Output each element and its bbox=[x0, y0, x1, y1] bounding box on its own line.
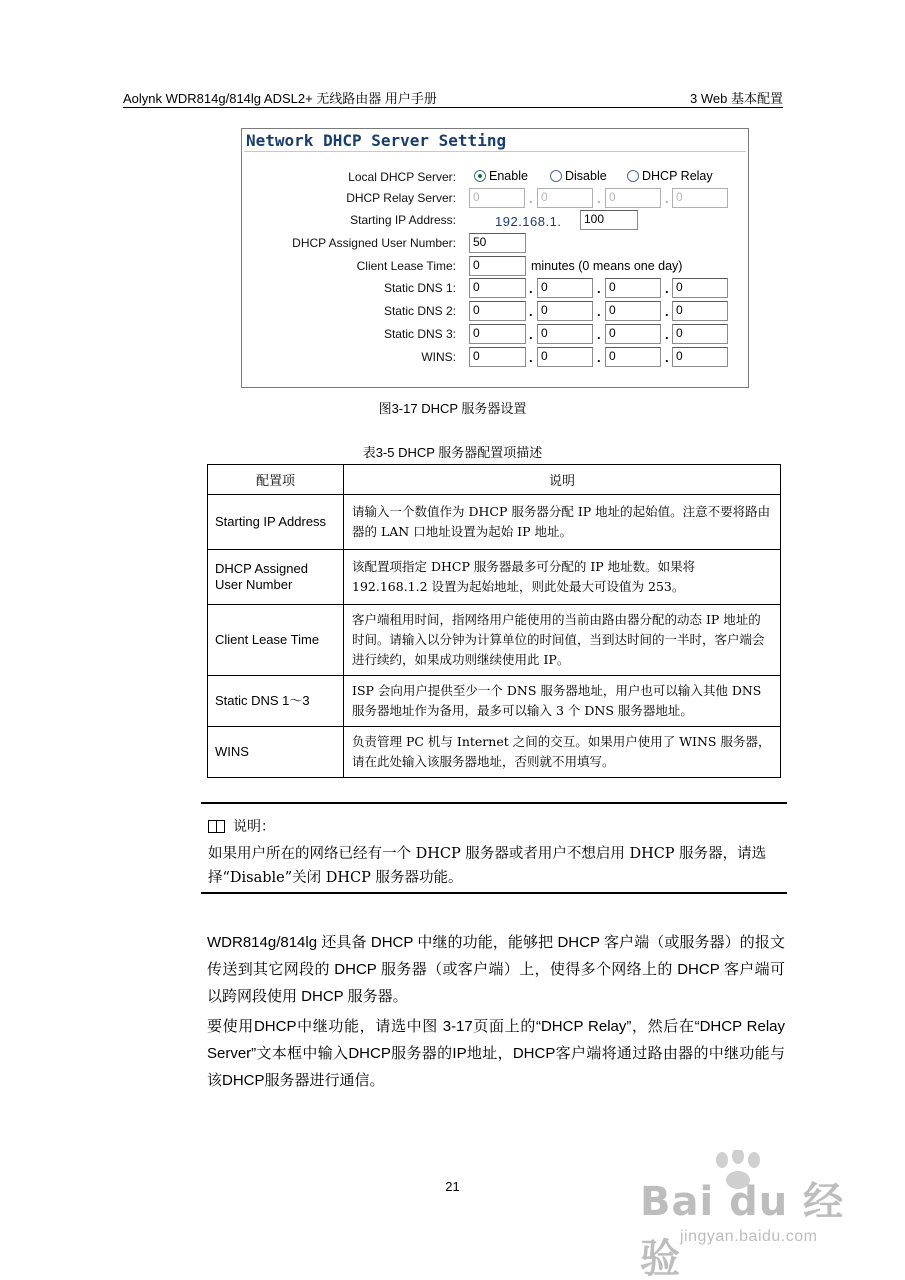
radio-icon bbox=[550, 170, 562, 182]
assigned-number-label: DHCP Assigned User Number: bbox=[292, 236, 456, 250]
header-title: Aolynk WDR814g/814lg ADSL2+ 无线路由器 用户手册 bbox=[123, 91, 437, 106]
dns3-octet-3[interactable]: 0 bbox=[605, 324, 661, 344]
start-ip-label: Starting IP Address: bbox=[350, 213, 456, 227]
config-description-table bbox=[207, 464, 781, 778]
lease-time-input[interactable]: 0 bbox=[469, 256, 526, 276]
table-row bbox=[208, 550, 781, 605]
table-cell-item: Static DNS 1～3 bbox=[208, 676, 344, 727]
radio-icon bbox=[627, 170, 639, 182]
dns1-octet-3[interactable]: 0 bbox=[605, 278, 661, 298]
dns1-octet-2[interactable]: 0 bbox=[537, 278, 593, 298]
table-cell-item: WINS bbox=[208, 727, 344, 778]
start-ip-prefix: 192.168.1. bbox=[495, 214, 562, 229]
local-dhcp-row bbox=[242, 167, 748, 187]
relay-server-label: DHCP Relay Server: bbox=[346, 191, 456, 205]
table-header-desc: 说明 bbox=[344, 465, 781, 495]
table-caption: 表3-5 DHCP 服务器配置项描述 bbox=[362, 445, 543, 460]
table-cell-item: Client Lease Time bbox=[208, 605, 344, 676]
assigned-number-input[interactable]: 50 bbox=[469, 233, 526, 253]
figure-caption: 图3-17 DHCP 服务器设置 bbox=[378, 401, 527, 416]
enable-radio[interactable]: Enable bbox=[474, 169, 528, 183]
lease-time-hint: minutes (0 means one day) bbox=[531, 259, 683, 273]
table-cell-item: DHCP Assigned User Number bbox=[208, 550, 344, 605]
note-body: 如果用户所在的网络已经有一个 DHCP 服务器或者用户不想启用 DHCP 服务器，请选择“Disable”关闭 DHCP 服务器功能。 bbox=[208, 846, 767, 886]
relay-server-row: DHCP Relay Server: 0 . 0 . 0 . 0 bbox=[242, 188, 748, 208]
table-row bbox=[208, 605, 781, 676]
table-row bbox=[208, 495, 781, 550]
dns3-octet-2[interactable]: 0 bbox=[537, 324, 593, 344]
wins-label: WINS: bbox=[421, 350, 456, 364]
dns2-row: Static DNS 2: 0 . 0 . 0 . 0 bbox=[242, 301, 748, 321]
dns2-octet-3[interactable]: 0 bbox=[605, 301, 661, 321]
relay-octet-3[interactable]: 0 bbox=[605, 188, 661, 208]
watermark-url: jingyan.baidu.com bbox=[680, 1228, 818, 1245]
wins-octet-2[interactable]: 0 bbox=[537, 347, 593, 367]
page-number: 21 bbox=[445, 1179, 460, 1194]
page-header bbox=[123, 86, 783, 108]
panel-title: Network DHCP Server Setting bbox=[244, 130, 746, 152]
dhcp-settings-panel bbox=[241, 128, 749, 388]
dns3-row: Static DNS 3: 0 . 0 . 0 . 0 bbox=[242, 324, 748, 344]
table-cell-desc: 请输入一个数值作为 DHCP 服务器分配 IP 地址的起始值。注意不要将路由器的 LAN 口地址设置为起始 IP 地址。 bbox=[344, 495, 781, 550]
book-icon bbox=[208, 820, 225, 833]
dns2-octet-1[interactable]: 0 bbox=[469, 301, 526, 321]
dns3-octet-1[interactable]: 0 bbox=[469, 324, 526, 344]
baidu-watermark bbox=[640, 1150, 875, 1280]
watermark-brand: Bai du 经验 bbox=[640, 1179, 845, 1280]
table-cell-item: Starting IP Address bbox=[208, 495, 344, 550]
lease-time-row bbox=[242, 256, 748, 276]
lease-time-label: Client Lease Time: bbox=[356, 259, 456, 273]
dns2-octet-4[interactable]: 0 bbox=[672, 301, 728, 321]
dns1-octet-1[interactable]: 0 bbox=[469, 278, 526, 298]
dns2-label: Static DNS 2: bbox=[383, 304, 456, 318]
start-ip-row bbox=[242, 210, 748, 230]
start-ip-last-octet[interactable]: 100 bbox=[580, 210, 638, 230]
dns2-octet-2[interactable]: 0 bbox=[537, 301, 593, 321]
wins-octet-4[interactable]: 0 bbox=[672, 347, 728, 367]
disable-radio[interactable]: Disable bbox=[550, 169, 607, 183]
relay-octet-2[interactable]: 0 bbox=[537, 188, 593, 208]
table-row bbox=[208, 727, 781, 778]
relay-octet-1[interactable]: 0 bbox=[469, 188, 525, 208]
header-section: 3 Web 基本配置 bbox=[690, 91, 783, 106]
table-row bbox=[208, 676, 781, 727]
dns3-label: Static DNS 3: bbox=[383, 327, 456, 341]
dns1-octet-4[interactable]: 0 bbox=[672, 278, 728, 298]
wins-octet-3[interactable]: 0 bbox=[605, 347, 661, 367]
table-cell-desc: 负责管理 PC 机与 Internet 之间的交互。如果用户使用了 WINS 服务器，请在此处输入该服务器地址，否则就不用填写。 bbox=[344, 727, 781, 778]
dns1-label: Static DNS 1: bbox=[383, 281, 456, 295]
wins-row: WINS: 0 . 0 . 0 . 0 bbox=[242, 347, 748, 367]
relay-octet-4[interactable]: 0 bbox=[672, 188, 728, 208]
radio-selected-icon bbox=[474, 170, 486, 182]
table-cell-desc: 该配置项指定 DHCP 服务器最多可分配的 IP 地址数。如果将 192.168.1.2 设置为起始地址，则此处最大可设值为 253。 bbox=[344, 550, 781, 605]
table-header-row bbox=[208, 465, 781, 495]
dhcp-relay-radio[interactable]: DHCP Relay bbox=[627, 169, 713, 183]
table-header-item: 配置项 bbox=[208, 465, 344, 495]
dns1-row: Static DNS 1: 0 . 0 . 0 . 0 bbox=[242, 278, 748, 298]
note-title: 说明： bbox=[233, 818, 275, 834]
assigned-number-row bbox=[242, 233, 748, 253]
paragraph: 要使用DHCP中继功能，请选中图 3-17页面上的“DHCP Relay”，然后在“DHCP Relay Server”文本框中输入DHCP服务器的IP地址，DHCP客户端将通过路由器的中继功能与该DHCP服务器进行通信。 bbox=[207, 1018, 785, 1089]
table-cell-desc: ISP 会向用户提供至少一个 DNS 服务器地址，用户也可以输入其他 DNS 服务器地址作为备用，最多可以输入 3 个 DNS 服务器地址。 bbox=[344, 676, 781, 727]
dns3-octet-4[interactable]: 0 bbox=[672, 324, 728, 344]
note-box bbox=[201, 802, 787, 894]
note-heading bbox=[208, 816, 275, 836]
table-cell-desc: 客户端租用时间，指网络用户能使用的当前由路由器分配的动态 IP 地址的时间。请输入以分钟为计算单位的时间值，当到达时间的一半时，客户端会进行续约，如果成功则继续使用此 IP。 bbox=[344, 605, 781, 676]
local-dhcp-label: Local DHCP Server: bbox=[348, 170, 456, 184]
wins-octet-1[interactable]: 0 bbox=[469, 347, 526, 367]
paragraph: WDR814g/814lg 还具备 DHCP 中继的功能，能够把 DHCP 客户端（或服务器）的报文传送到其它网段的 DHCP 服务器（或客户端）上，使得多个网络上的 DHCP 客户端可以跨网段使用 DHCP 服务器。 bbox=[207, 934, 785, 1005]
